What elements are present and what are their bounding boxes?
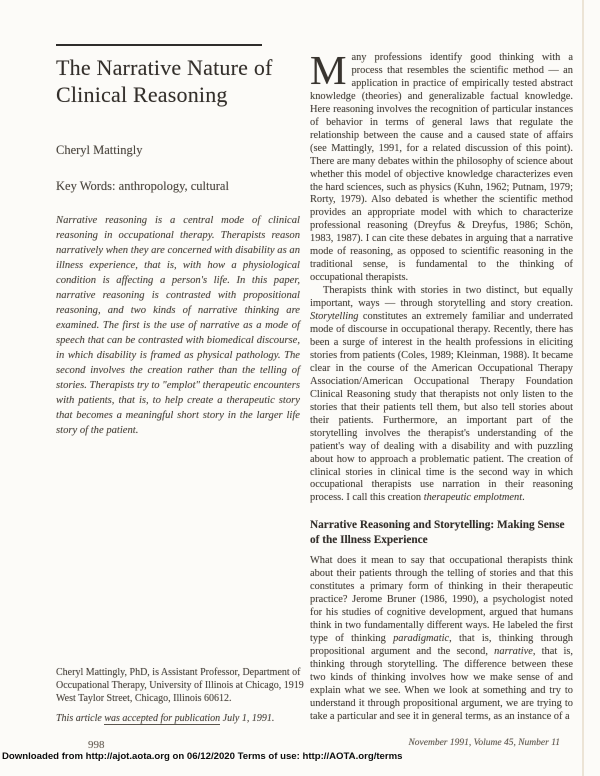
storytelling-emphasis-1: Storytelling: [310, 311, 359, 323]
author-affiliation: Cheryl Mattingly, PhD, is Assistant Professor, Department of Occupational Therapy, University of Illinois at Chicago, 1919 West Taylor Street, Chicago, Illinois 60612.: [56, 667, 304, 705]
abstract-text: Narrative reasoning is a central mode of clinical reasoning in occupational therapy. Therapists reason narratively when they are concerned with disability as an illness experience, that is, with how a physiological condition is affecting a person's life. In this paper, narrative reasoning is contrasted with propositional reasoning, and two kinds of narrative thinking are examined. The first is the use of narrative as a mode of speech that can be contrasted with biomedical discourse, in which disability is framed as physical pathology. The second involves the creation rather than the telling of stories. Therapists try to "emplot" therapeutic encounters with patients, that is, to help create a therapeutic story that becomes a meaningful short story in the larger life story of the patient.: [56, 214, 300, 437]
title-rule: [56, 44, 262, 46]
page-number: 998: [88, 739, 105, 751]
bruner-text-3: , that is, thinking through storytelling. The difference between these two kinds of thinking involves how we make sense of and explain what we see. When we look at something and try to understand it through propositional argument, we are trying to take a particular and see it in general terms, as an instance of a: [310, 645, 573, 722]
storytelling-emphasis-2: therapeutic emplotment: [423, 492, 523, 504]
keywords-value: anthropology, cultural: [118, 178, 229, 193]
download-notice: Downloaded from http://ajot.aota.org on 06/12/2020 Terms of use: http://AOTA.org/terms: [2, 751, 403, 762]
paragraph-bruner: [310, 555, 573, 723]
keywords-label: Key Words:: [56, 178, 116, 193]
dropcap-m: M: [310, 52, 347, 93]
left-column: [56, 44, 300, 449]
accepted-note-underlined: was accepted for publication: [104, 712, 221, 724]
storytelling-text-1: Therapists think with stories in two distinct, but equally important, ways — through storytelling and story creation.: [310, 285, 573, 310]
bruner-emphasis-2: narrative: [494, 645, 533, 657]
author-name: Cheryl Mattingly: [56, 142, 143, 157]
issue-info: November 1991, Volume 45, Number 11: [408, 738, 560, 748]
bruner-emphasis-1: paradigmatic: [393, 632, 450, 644]
article-title: [56, 55, 300, 109]
keywords-line: [56, 179, 300, 194]
accepted-note-post: July 1, 1991.: [220, 712, 275, 724]
right-column: [310, 52, 573, 740]
storytelling-text-3: .: [522, 492, 525, 504]
article-title-line2: Clinical Reasoning: [56, 81, 228, 107]
storytelling-text-2: constitutes an extremely familiar and underrated mode of discourse in occupational therapy. Recently, there has been a surge of interest in the health professions in eliciting stories from patients (Coles, 1989; Kleinman, 1988). It became clear in the course of the American Occupational Therapy Association/American Occupational Therapy Foundation Clinical Reasoning study that therapists not only listen to the stories that their patients tell them, but also tell stories about their patients. Furthermore, an important part of the storytelling involves the therapist's understanding of the patient's way of dealing with a disability and with puzzling about how to approach a problematic patient. The creation of clinical stories in clinical time is the second way in which occupational therapists use narration in their reasoning process. I call this creation: [310, 311, 573, 504]
paragraph-intro: [310, 52, 573, 285]
article-title-line1: The Narrative Nature of: [56, 55, 273, 80]
paragraph-storytelling: [310, 285, 573, 505]
accepted-note-pre: This article: [56, 712, 105, 724]
bruner-text-2: , that is, thinking through propositional argument and the second,: [310, 632, 573, 657]
accepted-note: [56, 712, 310, 725]
section-heading: Narrative Reasoning and Storytelling: Making Sense of the Illness Experience: [310, 519, 565, 547]
scan-edge-line: [582, 0, 584, 776]
author-note-block: [56, 666, 310, 725]
paragraph-intro-text: any professions identify good thinking with a process that resembles the scientific method — an application in practice of empirically tested abstract knowledge (theories) and generalizable factual knowledge. Here reasoning involves the recognition of particular instances of behavior in terms of general laws that regulate the relationship between the cause and a caused state of affairs (see Mattingly, 1991, for a related discussion of this point). There are many debates within the philosophy of science about whether this model of objective knowledge characterizes even the hard sciences, such as physics (Kuhn, 1962; Putnam, 1979; Rorty, 1979). Also debated is whether the scientific method provides an appropriate model with which to characterize professional reasoning (Dreyfus & Dreyfus, 1986; Schön, 1983, 1987). I can cite these debates in arguing that a narrative mode of reasoning, as opposed to scientific reasoning in the traditional sense, is fundamental to the thinking of occupational therapists.: [310, 52, 573, 284]
bruner-text-1: What does it mean to say that occupational therapists think about their patients through the telling of stories and that this constitutes a primary form of thinking in their therapeutic practice? Jerome Bruner (1986, 1990), a psychologist noted for his studies of cognitive development, argued that humans think in two fundamentally different ways. He labeled the first type of thinking: [310, 555, 573, 644]
